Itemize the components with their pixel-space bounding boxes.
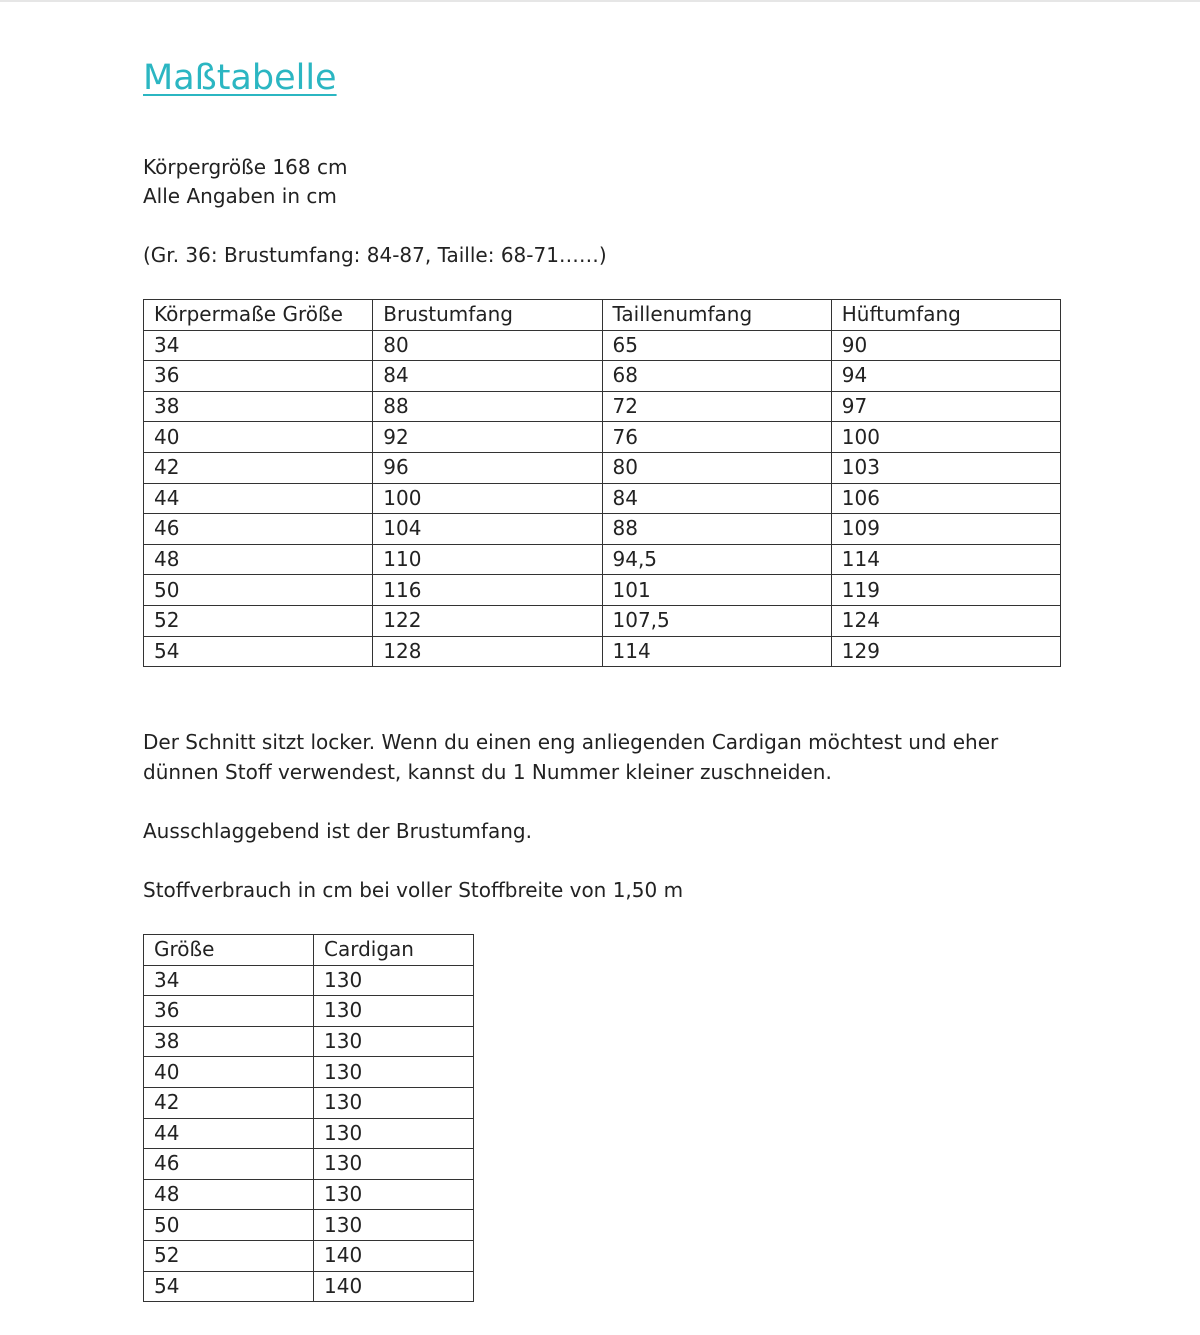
table-cell: 124 bbox=[831, 605, 1060, 636]
table-row bbox=[144, 996, 474, 1027]
table-cell: 50 bbox=[144, 575, 373, 606]
fit-note-line2: dünnen Stoff verwendest, kannst du 1 Nummer kleiner zuschneiden. bbox=[143, 760, 832, 784]
table-cell: 114 bbox=[602, 636, 831, 667]
header-waist: Taillenumfang bbox=[602, 300, 831, 331]
table-row bbox=[144, 483, 1061, 514]
table-cell: 100 bbox=[373, 483, 602, 514]
table-cell: 88 bbox=[602, 514, 831, 545]
table-cell: 38 bbox=[144, 391, 373, 422]
table-cell: 44 bbox=[144, 483, 373, 514]
table-row bbox=[144, 1179, 474, 1210]
table-cell: 107,5 bbox=[602, 605, 831, 636]
fabric-note: Stoffverbrauch in cm bei voller Stoffbreite von 1,50 m bbox=[143, 878, 684, 902]
fabric-header-row bbox=[144, 935, 474, 966]
table-cell: 40 bbox=[144, 1057, 314, 1088]
fabric-table bbox=[143, 934, 474, 1302]
table-row bbox=[144, 361, 1061, 392]
table-row bbox=[144, 1210, 474, 1241]
table-cell: 116 bbox=[373, 575, 602, 606]
table-cell: 97 bbox=[831, 391, 1060, 422]
table-cell: 130 bbox=[314, 1118, 474, 1149]
table-cell: 50 bbox=[144, 1210, 314, 1241]
table-cell: 34 bbox=[144, 330, 373, 361]
table-row bbox=[144, 1149, 474, 1180]
table-cell: 130 bbox=[314, 1026, 474, 1057]
page-top-border bbox=[0, 0, 1200, 2]
table-cell: 34 bbox=[144, 965, 314, 996]
header-hip: Hüftumfang bbox=[831, 300, 1060, 331]
table-row bbox=[144, 1271, 474, 1302]
table-cell: 42 bbox=[144, 452, 373, 483]
table-cell: 119 bbox=[831, 575, 1060, 606]
table-cell: 130 bbox=[314, 1210, 474, 1241]
table-row bbox=[144, 1057, 474, 1088]
body-height-note: Körpergröße 168 cm bbox=[143, 155, 348, 179]
table-cell: 72 bbox=[602, 391, 831, 422]
table-cell: 96 bbox=[373, 452, 602, 483]
header-chest: Brustumfang bbox=[373, 300, 602, 331]
table-cell: 130 bbox=[314, 1087, 474, 1118]
table-cell: 101 bbox=[602, 575, 831, 606]
header-cardigan: Cardigan bbox=[314, 935, 474, 966]
table-row bbox=[144, 452, 1061, 483]
table-cell: 46 bbox=[144, 514, 373, 545]
table-cell: 110 bbox=[373, 544, 602, 575]
header-size: Größe bbox=[144, 935, 314, 966]
table-row bbox=[144, 422, 1061, 453]
table-row bbox=[144, 636, 1061, 667]
table-cell: 129 bbox=[831, 636, 1060, 667]
table-cell: 52 bbox=[144, 605, 373, 636]
table-cell: 109 bbox=[831, 514, 1060, 545]
table-row bbox=[144, 1118, 474, 1149]
measurements-body bbox=[144, 330, 1061, 667]
table-cell: 80 bbox=[602, 452, 831, 483]
table-cell: 104 bbox=[373, 514, 602, 545]
table-cell: 46 bbox=[144, 1149, 314, 1180]
fit-note-line1: Der Schnitt sitzt locker. Wenn du einen eng anliegenden Cardigan möchtest und eher bbox=[143, 730, 999, 754]
table-cell: 44 bbox=[144, 1118, 314, 1149]
table-cell: 130 bbox=[314, 1179, 474, 1210]
table-cell: 84 bbox=[373, 361, 602, 392]
measurements-table bbox=[143, 299, 1061, 667]
table-cell: 90 bbox=[831, 330, 1060, 361]
decisive-note: Ausschlaggebend ist der Brustumfang. bbox=[143, 819, 532, 843]
table-cell: 76 bbox=[602, 422, 831, 453]
table-row bbox=[144, 391, 1061, 422]
table-cell: 80 bbox=[373, 330, 602, 361]
example-note: (Gr. 36: Brustumfang: 84-87, Taille: 68-71……) bbox=[143, 243, 607, 267]
table-cell: 52 bbox=[144, 1240, 314, 1271]
units-note: Alle Angaben in cm bbox=[143, 184, 337, 208]
table-cell: 130 bbox=[314, 1057, 474, 1088]
table-cell: 40 bbox=[144, 422, 373, 453]
table-cell: 92 bbox=[373, 422, 602, 453]
table-cell: 38 bbox=[144, 1026, 314, 1057]
table-row bbox=[144, 330, 1061, 361]
table-row bbox=[144, 544, 1061, 575]
table-cell: 88 bbox=[373, 391, 602, 422]
table-cell: 42 bbox=[144, 1087, 314, 1118]
table-cell: 48 bbox=[144, 1179, 314, 1210]
table-cell: 94,5 bbox=[602, 544, 831, 575]
table-cell: 54 bbox=[144, 636, 373, 667]
table-cell: 65 bbox=[602, 330, 831, 361]
table-cell: 114 bbox=[831, 544, 1060, 575]
table-cell: 36 bbox=[144, 996, 314, 1027]
table-cell: 140 bbox=[314, 1271, 474, 1302]
table-cell: 122 bbox=[373, 605, 602, 636]
table-cell: 128 bbox=[373, 636, 602, 667]
table-cell: 140 bbox=[314, 1240, 474, 1271]
table-row bbox=[144, 605, 1061, 636]
table-cell: 106 bbox=[831, 483, 1060, 514]
table-row bbox=[144, 575, 1061, 606]
table-row bbox=[144, 1026, 474, 1057]
measurements-header-row bbox=[144, 300, 1061, 331]
fabric-body bbox=[144, 965, 474, 1302]
table-cell: 100 bbox=[831, 422, 1060, 453]
table-cell: 94 bbox=[831, 361, 1060, 392]
table-cell: 84 bbox=[602, 483, 831, 514]
table-cell: 68 bbox=[602, 361, 831, 392]
table-cell: 103 bbox=[831, 452, 1060, 483]
table-cell: 54 bbox=[144, 1271, 314, 1302]
document-title: Maßtabelle bbox=[143, 58, 337, 98]
table-cell: 130 bbox=[314, 965, 474, 996]
table-cell: 130 bbox=[314, 1149, 474, 1180]
table-cell: 36 bbox=[144, 361, 373, 392]
table-cell: 48 bbox=[144, 544, 373, 575]
table-cell: 130 bbox=[314, 996, 474, 1027]
table-row bbox=[144, 965, 474, 996]
table-row bbox=[144, 514, 1061, 545]
header-size: Körpermaße Größe bbox=[144, 300, 373, 331]
table-row bbox=[144, 1087, 474, 1118]
table-row bbox=[144, 1240, 474, 1271]
